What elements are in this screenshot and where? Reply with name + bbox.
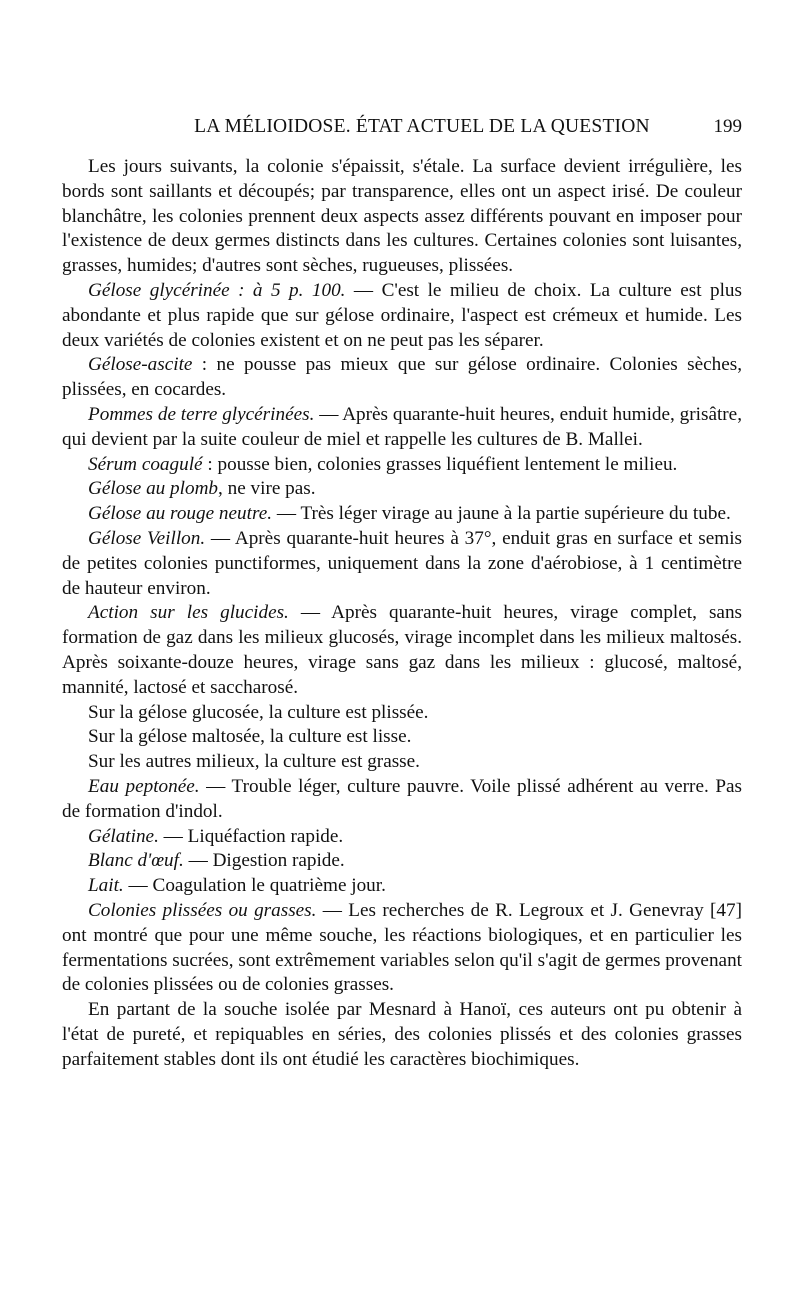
paragraph <box>62 775 742 825</box>
paragraph-lead: Blanc d'œuf. <box>88 850 184 872</box>
paragraph-text: — Très léger virage au jaune à la partie supérieure du tube. <box>272 503 731 525</box>
paragraph <box>62 477 742 502</box>
paragraph-lead: Gélatine. <box>88 825 159 847</box>
paragraph-text: : ne pousse pas mieux que sur gélose ordinaire. Colonies sèches, plissées, en cocardes. <box>62 354 742 401</box>
paragraph <box>62 899 742 998</box>
paragraph-text: — Liquéfaction rapide. <box>158 825 344 847</box>
body-text <box>62 155 742 1072</box>
paragraph <box>62 849 742 874</box>
paragraph-text: : pousse bien, colonies grasses liquéfient lentement le milieu. <box>202 453 678 475</box>
paragraph-text: — Les recherches de R. Legroux et J. Genevray [47] ont montré que pour une même souche, les réactions biologiques, et en particulier les fermentations sucrées, sont extrêmement variables selon qu'il s'agit de germes provenant de colonies plissées ou de colonies grasses. <box>62 899 742 996</box>
paragraph-text: Les jours suivants, la colonie s'épaissit, s'étale. La surface devient irrégulière, les bords sont saillants et découpés; par transparence, elles ont un aspect irisé. De couleur blanchâtre, les colonies prennent deux aspects assez différents pouvant en imposer pour l'existence de deux germes distincts dans les cultures. Certaines colonies sont luisantes, grasses, humides; d'autres sont sèches, rugueuses, plissées. <box>62 156 742 277</box>
paragraph-text: — Coagulation le quatrième jour. <box>123 875 386 897</box>
paragraph <box>62 601 742 700</box>
paragraph-text: — Après quarante-huit heures à 37°, enduit gras en surface et semis de petites colonies punctiformes, uniquement dans la zone d'aérobiose, à 1 centimètre de hauteur environ. <box>62 527 742 599</box>
paragraph-text: Sur la gélose glucosée, la culture est plissée. <box>88 701 429 723</box>
paragraph <box>62 874 742 899</box>
paragraph-lead: Gélose au plomb <box>88 478 219 500</box>
paragraph-text: — Trouble léger, culture pauvre. Voile plissé adhérent au verre. Pas de formation d'indol. <box>62 775 742 822</box>
paragraph-text: — Après quarante-huit heures, virage complet, sans formation de gaz dans les milieux glucosés, virage incomplet dans les milieux maltosés. Après soixante-douze heures, virage sans gaz dans les milieux : glucosé, maltosé, mannité, lactosé et saccharosé. <box>62 602 742 698</box>
paragraph-lead: Lait. <box>88 875 124 897</box>
page-header <box>62 112 742 142</box>
paragraph-text: — Après quarante-huit heures, enduit humide, grisâtre, qui devient par la suite couleur de miel et rappelle les cultures de B. Mallei. <box>62 403 742 450</box>
paragraph-text: — Digestion rapide. <box>183 850 345 872</box>
paragraph <box>62 750 742 775</box>
running-title: LA MÉLIOIDOSE. ÉTAT ACTUEL DE LA QUESTION <box>194 116 650 137</box>
paragraph <box>62 825 742 850</box>
paragraph-lead: Pommes de terre glycérinées. <box>88 403 315 425</box>
paragraph-text: , ne vire pas. <box>218 478 316 500</box>
paragraph <box>62 155 742 279</box>
paragraph <box>62 279 742 353</box>
paragraph-text: — C'est le milieu de choix. La culture est plus abondante et plus rapide que sur gélose ordinaire, l'aspect est crémeux et humide. Les deux variétés de colonies existent et on ne peut pas les séparer. <box>62 279 742 351</box>
paragraph <box>62 725 742 750</box>
paragraph-lead: Action sur les glucides. <box>88 602 289 624</box>
paragraph-text: En partant de la souche isolée par Mesnard à Hanoï, ces auteurs ont pu obtenir à l'état de pureté, et repiquables en séries, des colonies plissés et des colonies grasses parfaitement stables dont ils ont étudié les caractères biochimiques. <box>62 999 742 1070</box>
paragraph-text: Sur les autres milieux, la culture est grasse. <box>88 751 420 773</box>
paragraph <box>62 502 742 527</box>
paragraph-lead: Gélose-ascite <box>88 354 193 376</box>
paragraph-lead: Eau peptonée. <box>88 775 200 797</box>
paragraph-lead: Colonies plissées ou grasses. <box>88 899 317 921</box>
paragraph-lead: Gélose glycérinée : à 5 p. 100. <box>88 279 346 301</box>
paragraph-lead: Gélose Veillon. <box>88 527 206 549</box>
paragraph <box>62 403 742 453</box>
paragraph <box>62 453 742 478</box>
paragraph-text: Sur la gélose maltosée, la culture est lisse. <box>88 726 412 748</box>
paragraph <box>62 353 742 403</box>
paragraph <box>62 527 742 601</box>
paragraph-lead: Gélose au rouge neutre. <box>88 503 273 525</box>
paragraph-lead: Sérum coagulé <box>88 453 203 475</box>
paragraph <box>62 701 742 726</box>
page-number: 199 <box>713 116 742 137</box>
paragraph <box>62 998 742 1072</box>
